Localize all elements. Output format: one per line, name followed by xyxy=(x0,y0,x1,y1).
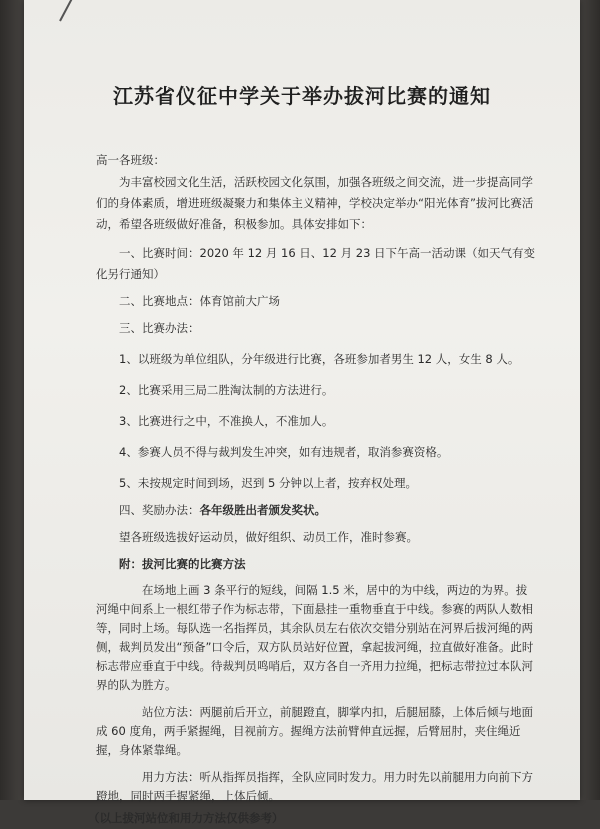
rule-item: 1、以班级为单位组队，分年级进行比赛，各班参加者男生 12 人，女生 8 人。 xyxy=(119,352,520,366)
section-method-heading: 三、比赛办法： xyxy=(119,321,200,335)
section-location-heading: 二、比赛地点： xyxy=(119,294,200,308)
salutation: 高一各班级： xyxy=(96,153,165,167)
section-location xyxy=(96,291,536,312)
appendix-paragraph: 用力方法：听从指挥员指挥，全队应同时发力。用力时先以前腿用力向前下方蹬地，同时两手握紧绳，上体后倾。 xyxy=(96,770,533,803)
section-time xyxy=(96,243,536,285)
section-location-text: 体育馆前大广场 xyxy=(199,294,280,308)
footnote: （以上拔河站位和用力方法仅供参考） xyxy=(88,811,284,825)
section-award-heading: 四、奖励办法： xyxy=(119,503,200,517)
rule-item: 4、参赛人员不得与裁判发生冲突，如有违规者，取消参赛资格。 xyxy=(119,445,449,459)
section-time-heading: 一、比赛时间： xyxy=(119,246,200,260)
document-body xyxy=(88,172,536,829)
document-title: 江苏省仪征中学关于举办拔河比赛的通知 xyxy=(113,84,491,108)
pen-mark xyxy=(59,0,73,21)
closing-paragraph: 望各班级选拔好运动员，做好组织、动员工作，准时参赛。 xyxy=(119,530,418,544)
section-award xyxy=(96,500,536,521)
rule-item: 2、比赛采用三局二胜淘汰制的方法进行。 xyxy=(119,383,334,397)
section-method xyxy=(96,318,536,339)
rule-item: 3、比赛进行之中，不准换人，不准加人。 xyxy=(119,414,334,428)
section-award-text: 各年级胜出者颁发奖状。 xyxy=(199,503,326,517)
appendix-title: 附：拔河比赛的比赛方法 xyxy=(119,557,246,571)
appendix-paragraph: 站位方法：两腿前后开立，前腿蹬直，脚掌内扣，后腿屈膝，上体后倾与地面成 60 度角，两手紧握绳，目视前方。握绳方法前臂伸直远握，后臂屈肘，夹住绳近握，身体紧靠绳。 xyxy=(96,705,533,757)
notice-paper xyxy=(24,0,580,825)
section-time-text: 2020 年 12 月 16 日、12 月 23 日下午高一活动课（如天气有变化另行通知） xyxy=(96,246,536,281)
intro-paragraph: 为丰富校园文化生活，活跃校园文化氛围，加强各班级之间交流，进一步提高同学们的身体素质，增进班级凝聚力和集体主义精神，学校决定举办“阳光体育”拔河比赛活动，希望各班级做好准备，积极参加。具体安排如下： xyxy=(96,175,534,231)
appendix-paragraph: 在场地上画 3 条平行的短线，间隔 1.5 米，居中的为中线，两边的为界。拔河绳中间系上一根红带子作为标志带，下面悬挂一重物垂直于中线。参赛的两队人数相等，同时上场。每队选一名指挥员，其余队员左右依次交错分别站在河界后拔河绳的两侧，裁判员发出“预备”口令后，双方队员站好位置，拿起拔河绳，拉直做好准备。此时标志带应垂直于中线。待裁判员鸣哨后，双方各自一齐用力拉绳，把标志带拉过本队河界的队为胜方。 xyxy=(96,583,534,692)
rule-item: 5、未按规定时间到场，迟到 5 分钟以上者，按弃权处理。 xyxy=(119,476,417,490)
